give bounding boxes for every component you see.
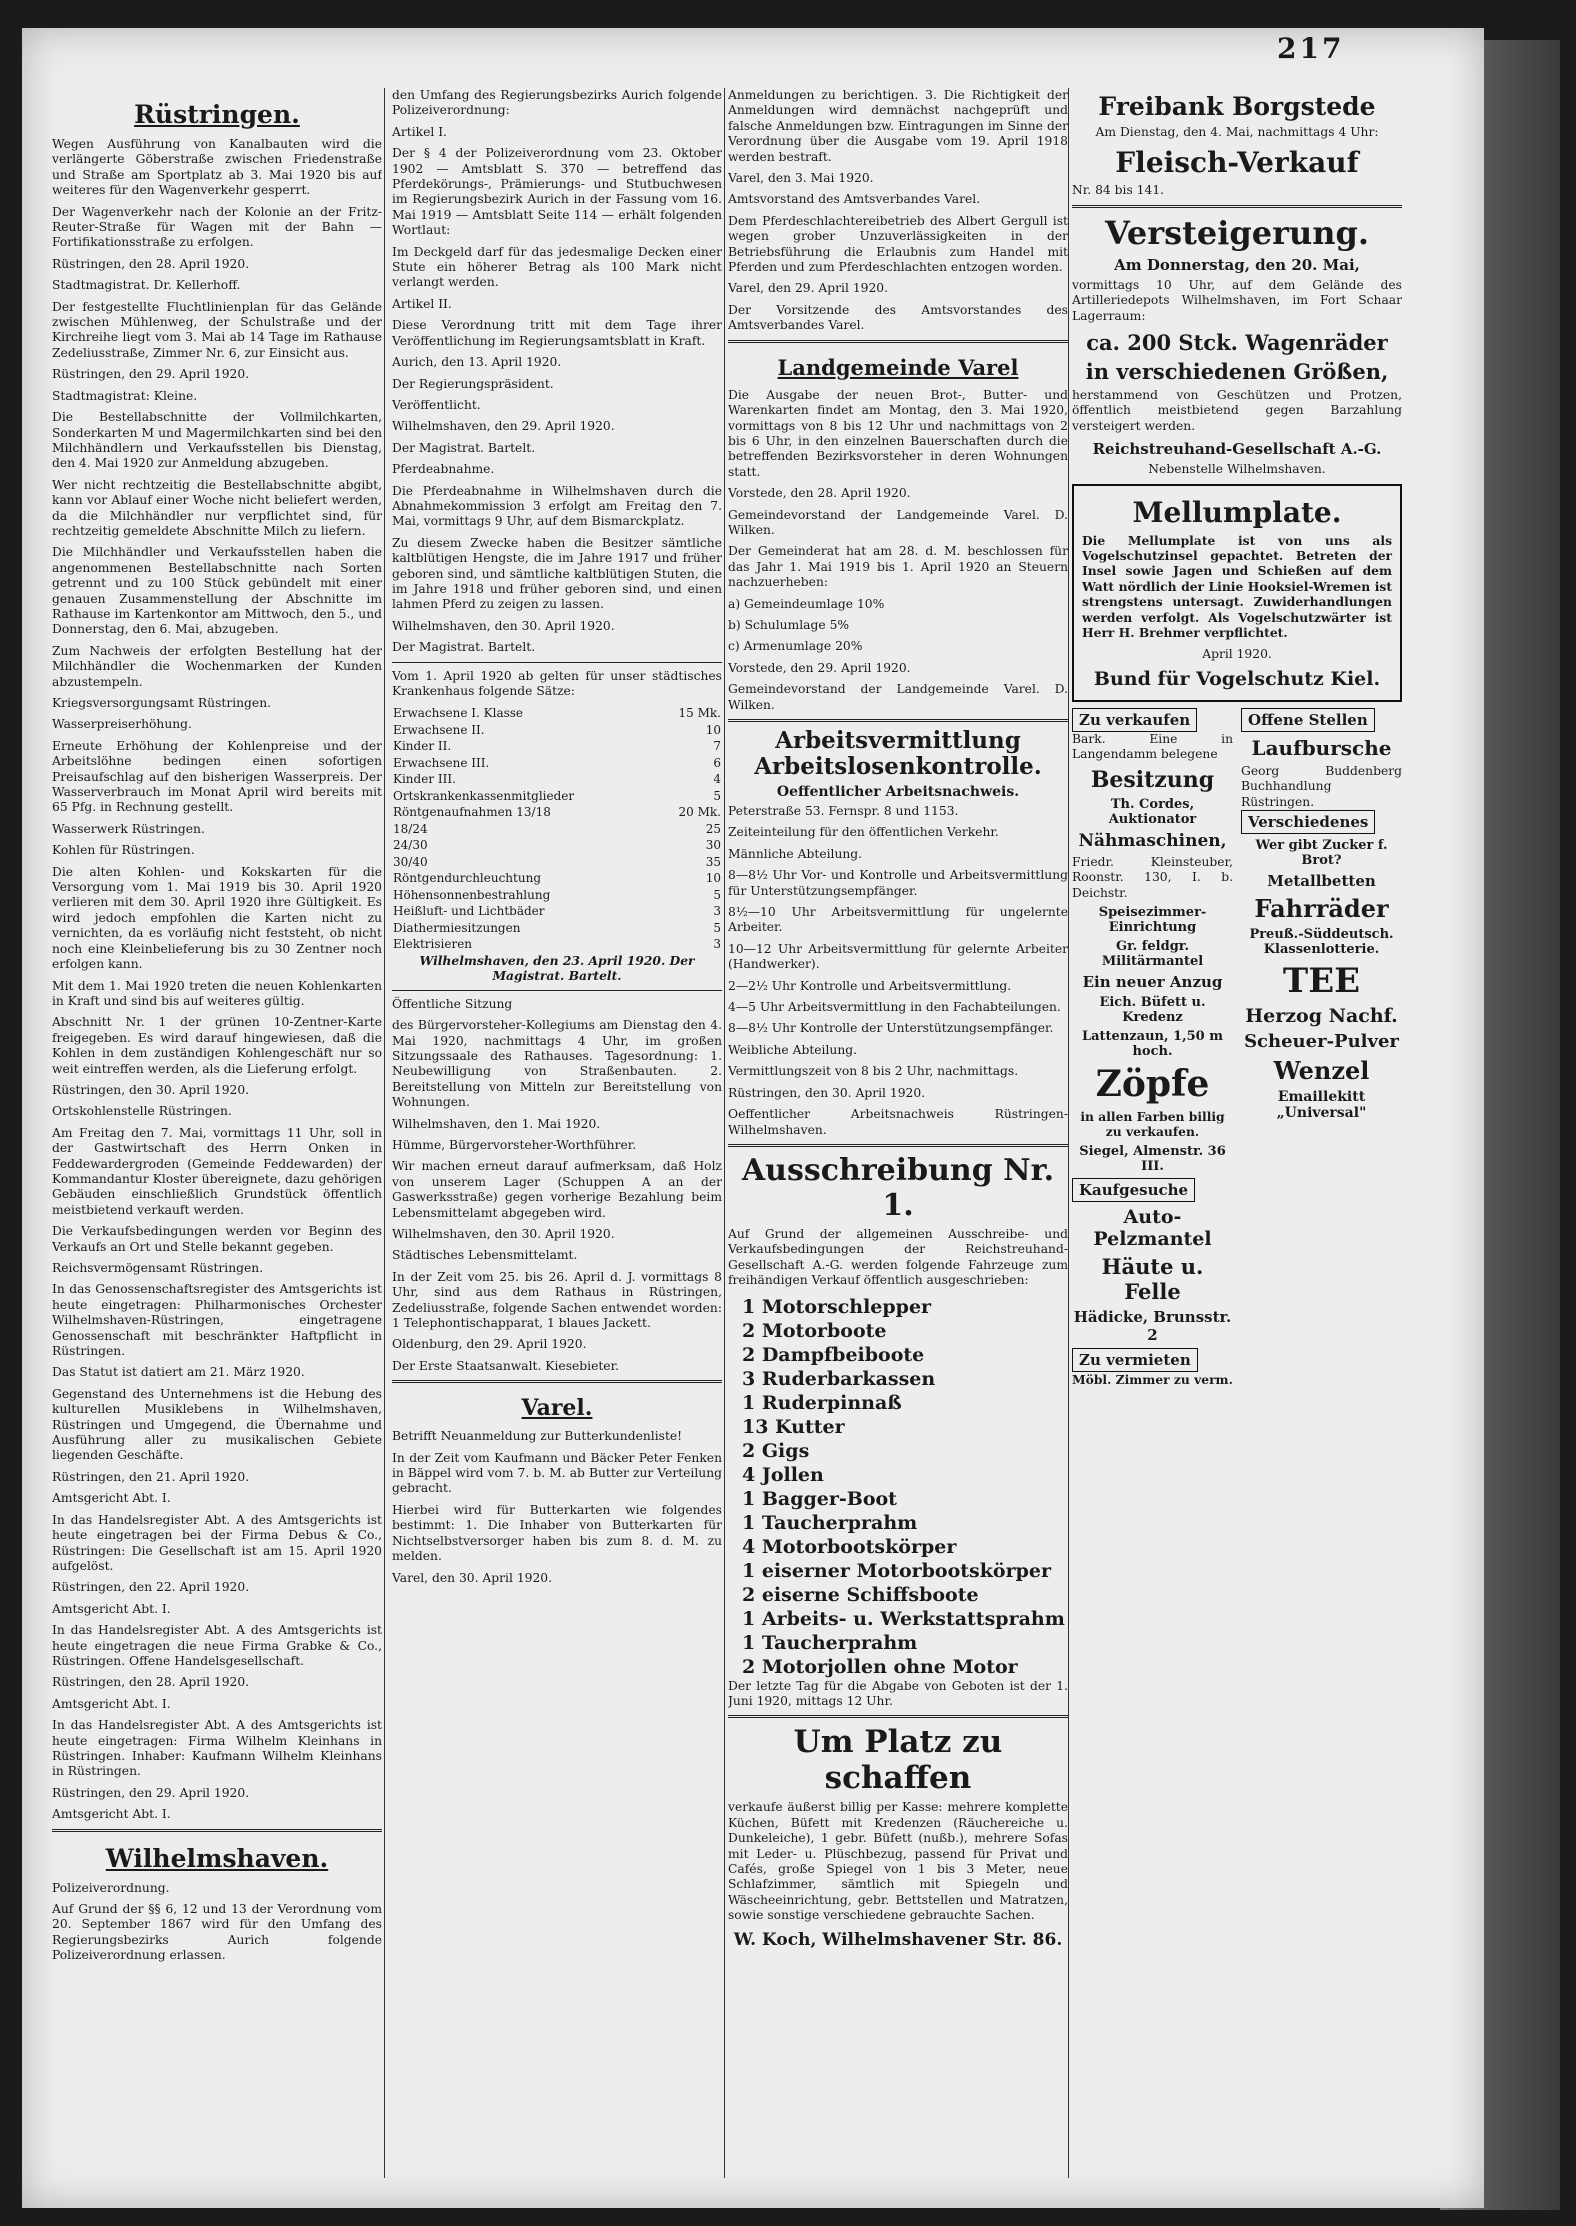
- notice-paragraph: Aurich, den 13. April 1920.: [392, 355, 562, 370]
- notice-paragraph: Wilhelmshaven, den 30. April 1920.: [392, 1227, 615, 1241]
- notice-paragraph: Rüstringen, den 30. April 1920.: [728, 1085, 926, 1100]
- ausschreibung-intro: Auf Grund der allgemeinen Ausschreibe- und Verkaufsbedingungen der Reichstreuhand-Gesellschaft A.-G. werden folgende Fahrzeuge zum freihändigen Verkauf öffentlich ausgeschrieben:: [728, 1226, 1068, 1288]
- notice-paragraph: Vorstede, den 28. April 1920.: [728, 486, 911, 501]
- notice-paragraph: Gegenstand des Unternehmens ist die Hebung des kulturellen Musiklebens in Wilhelmshaven, Rüstringen und Umgegend, die Übernahme und Ausführung aller zu musikalischen Gebiete liegenden Geschäfte.: [52, 1386, 382, 1463]
- zoepfe-heading: Zöpfe: [1095, 1062, 1210, 1105]
- notice-paragraph: Wilhelmshaven, den 29. April 1920.: [392, 419, 615, 434]
- tariff-price: 30: [705, 838, 721, 853]
- heading-ausschreibung: Ausschreibung Nr. 1.: [741, 1152, 1055, 1223]
- notice-paragraph: Gemeindevorstand der Landgemeinde Varel. D. Wilken.: [728, 507, 1068, 537]
- mellumplate-signature: Bund für Vogelschutz Kiel.: [1093, 667, 1381, 690]
- notice-paragraph: Amtsvorstand des Amtsverbandes Varel.: [728, 192, 981, 207]
- ausschreibung-item: 2 Gigs: [742, 1439, 810, 1462]
- notice-paragraph: Wegen Ausführung von Kanalbauten wird die verlängerte Göberstraße zwischen Friedenstraße und Straße am Sportplatz ab 3. Mai 1920 bis auf weiteres für den Wagenverkehr gesperrt.: [52, 137, 382, 198]
- freibank-numbers: Nr. 84 bis 141.: [1072, 183, 1165, 198]
- notice-paragraph: 4—5 Uhr Arbeitsvermittlung in den Fachabteilungen.: [728, 1000, 1061, 1015]
- notice-paragraph: Öffentliche Sitzung: [392, 996, 513, 1011]
- besitzung-text: Bark. Eine in Langendamm belegene: [1072, 731, 1233, 762]
- tariff-item: 30/40: [393, 854, 428, 869]
- notice-paragraph: Der Regierungspräsident.: [392, 376, 554, 391]
- tariff-item: Erwachsene II.: [393, 722, 485, 737]
- ausschreibung-item: 2 Motorboote: [742, 1319, 887, 1342]
- haeute-heading: Häute u. Felle: [1101, 1253, 1204, 1304]
- varel-notices: [392, 1429, 722, 1586]
- ausschreibung-item: 1 Arbeits- u. Werkstattsprahm: [742, 1607, 1065, 1630]
- tariff-item: 18/24: [393, 821, 428, 836]
- notice-paragraph: Die Bestellabschnitte der Vollmilchkarten, Sonderkarten M und Magermilchkarten sind bei den Milchhändlern und Verkaufsstellen bis Dienstag, den 4. Mai 1920 zur Anmeldung abzugeben.: [52, 410, 382, 471]
- notice-paragraph: Ortskohlenstelle Rüstringen.: [52, 1104, 232, 1119]
- zu-verkaufen-label: Zu verkaufen: [1072, 708, 1197, 732]
- platz-signature: W. Koch, Wilhelmshavener Str. 86.: [733, 1929, 1063, 1950]
- notice-paragraph: Anmeldungen zu berichtigen. 3. Die Richtigkeit der Anmeldungen wird demnächst nachgeprüft und falsche Anmeldungen bzw. Eintragungen im Sinne der Verordnung über die Ausgabe vom 19. April 1918 werden bestraft.: [728, 88, 1068, 164]
- kleinsteuber-address: Friedr. Kleinsteuber, Roonstr. 130, I. b. Deichstr.: [1072, 854, 1233, 900]
- versteigerung-signature: Reichstreuhand-Gesellschaft A.-G.: [1092, 440, 1382, 459]
- fahrraeder-heading: Fahrräder: [1254, 894, 1389, 924]
- tariff-item: Ortskrankenkassenmitglieder: [393, 788, 575, 803]
- notice-paragraph: Männliche Abteilung.: [728, 846, 863, 861]
- tariff-item: Höhensonnenbestrahlung: [393, 887, 551, 902]
- notice-paragraph: Artikel I.: [392, 124, 447, 139]
- versteigerung-date: Am Donnerstag, den 20. Mai,: [1114, 255, 1360, 274]
- freibank-title: Freibank Borgstede: [1098, 92, 1376, 121]
- tariff-item: Erwachsene III.: [393, 755, 490, 770]
- freibank-fleisch-verkauf: Fleisch-Verkauf: [1115, 146, 1359, 180]
- tariff-row: [392, 887, 722, 904]
- herzog-heading: Herzog Nachf.: [1245, 1005, 1398, 1028]
- ausschreibung-item: 1 Bagger-Boot: [742, 1487, 897, 1510]
- notice-paragraph: b) Schulumlage 5%: [728, 617, 850, 632]
- tariff-row: [392, 722, 722, 739]
- tariff-item: Diathermiesitzungen: [393, 920, 521, 935]
- tariff-price: 7: [713, 739, 721, 754]
- notice-paragraph: Rüstringen, den 29. April 1920.: [52, 1785, 250, 1800]
- versteigerung-groessen: in verschiedenen Größen,: [1085, 359, 1389, 385]
- notice-paragraph: Stadtmagistrat. Dr. Kellerhoff.: [52, 278, 241, 293]
- neuer-anzug-heading: Ein neuer Anzug: [1082, 972, 1223, 991]
- versteigerung-text2: herstammend von Geschützen und Protzen, öffentlich meistbietend gegen Barzahlung versteigert werden.: [1072, 388, 1402, 433]
- tariff-price: 15 Mk.: [678, 706, 721, 721]
- tariff-item: Kinder II.: [393, 739, 452, 754]
- notice-paragraph: Der Erste Staatsanwalt. Kiesebieter.: [392, 1358, 620, 1373]
- notice-paragraph: Polizeiverordnung.: [52, 1880, 170, 1895]
- besitzung-heading: Besitzung: [1090, 766, 1215, 793]
- scheuerpulver-heading: Scheuer-Pulver: [1244, 1031, 1399, 1053]
- ausschreibung-item: 1 Motorschlepper: [742, 1295, 932, 1318]
- notice-paragraph: In das Genossenschaftsregister des Amtsgerichts ist heute eingetragen: Philharmonisches Orchester Wilhelmshaven-Rüstringen, eingetragene Genossenschaft mit beschränkter Haftpflicht in Rüstringen.: [52, 1282, 382, 1359]
- mellumplate-box: [1072, 484, 1402, 702]
- offene-stellen-label: Offene Stellen: [1241, 708, 1375, 732]
- ausschreibung-items: [728, 1295, 1068, 1679]
- notice-paragraph: Varel, den 29. April 1920.: [728, 281, 889, 296]
- auto-pelzmantel-heading: Auto-Pelzmantel: [1093, 1205, 1212, 1250]
- notice-paragraph: Oldenburg, den 29. April 1920.: [392, 1337, 587, 1352]
- notice-paragraph: Stadtmagistrat: Kleine.: [52, 388, 198, 403]
- notice-paragraph: Der Vorsitzende des Amtsvorstandes des Amtsverbandes Varel.: [728, 302, 1068, 333]
- wilhelmshaven-notices: [52, 1881, 382, 1964]
- ruestringen-notices: [52, 137, 382, 1823]
- notice-paragraph: Zum Nachweis der erfolgten Bestellung hat der Milchhändler die Wochenmarken der Kunden abzustempeln.: [52, 643, 382, 689]
- notice-paragraph: In das Handelsregister Abt. A des Amtsgerichts ist heute eingetragen bei der Firma Debus & Co., Rüstringen: Die Gesellschaft ist am 15. April 1920 aufgelöst.: [52, 1512, 382, 1573]
- heading-varel: Varel.: [521, 1395, 593, 1422]
- notice-paragraph: Betrifft Neuanmeldung zur Butterkundenliste!: [392, 1429, 683, 1444]
- arbeitsnachweis-schedule: [728, 825, 1068, 1138]
- notice-paragraph: Varel, den 30. April 1920.: [392, 1570, 553, 1585]
- notice-paragraph: Hierbei wird für Butterkarten wie folgendes bestimmt: 1. Die Inhaber von Butterkarten für Nichtselbstversorger haben bis zum 8. d. M. zu melden.: [392, 1502, 722, 1564]
- notice-paragraph: Abschnitt Nr. 1 der grünen 10-Zentner-Karte freigegeben. Es wird darauf hingewiesen, daß die Kohlen in dem zuständigen Kohlengeschäft nur so weit eintreffen werden, als die Lieferung erfolgt.: [52, 1015, 382, 1076]
- notice-paragraph: Amtsgericht Abt. I.: [52, 1491, 171, 1506]
- notice-paragraph: Dem Pferdeschlachtereibetrieb des Albert Gergull ist wegen grober Unzuverlässigkeiten in der Betriebsführung die Erlaubnis zum Handel mit Pferden und zum Pferdeschlachten entzogen worden.: [728, 213, 1068, 275]
- zucker-heading: Wer gibt Zucker f. Brot?: [1255, 838, 1388, 869]
- arbeitsnachweis-subtitle: Oeffentlicher Arbeitsnachweis.: [776, 784, 1020, 800]
- notice-paragraph: Amtsgericht Abt. I.: [52, 1696, 171, 1711]
- notice-paragraph: Die alten Kohlen- und Kokskarten für die Versorgung vom 1. Mai 1919 bis 30. April 1920 verlieren mit dem 30. April 1920 ihre Gültigkeit. Es wird jedoch empfohlen die Karten nicht zu vernichten, da es vorläufig nicht feststeht, ob nicht noch eine Kleinbelieferung bis zu 30 Zentner noch erfolgen kann.: [52, 864, 382, 972]
- notice-paragraph: Der Wagenverkehr nach der Kolonie an der Fritz-Reuter-Straße für Wagen mit der Bahn — Fortifikationsstraße zu erfolgen.: [52, 204, 382, 250]
- lattenzaun-heading: Lattenzaun, 1,50 m hoch.: [1081, 1028, 1223, 1059]
- ausschreibung-item: 13 Kutter: [742, 1415, 845, 1438]
- notice-paragraph: 10—12 Uhr Arbeitsvermittlung für gelernte Arbeiter (Handwerker).: [728, 941, 1068, 972]
- tariff-item: Heißluft- und Lichtbäder: [393, 904, 545, 919]
- notice-paragraph: Gemeindevorstand der Landgemeinde Varel. D. Wilken.: [728, 682, 1068, 712]
- notice-paragraph: Zu diesem Zwecke haben die Besitzer sämtliche kaltblütigen Hengste, die im Jahre 1917 und früher geboren sind, und sämtliche kaltblütigen Stuten, die im Jahre 1918 und früher geboren sind, und einen lahmen Pferd zu zeigen zu lassen.: [392, 535, 722, 612]
- notice-paragraph: Der § 4 der Polizeiverordnung vom 23. Oktober 1902 — Amtsblatt S. 370 — betreffend das Pferdekörungs-, Prämierungs- und Stutbuchwesen im Regierungsbezirk Aurich in der Fassung vom 16. Mai 1919 — Amtsblatt Seite 114 — erhält folgenden Wortlaut:: [392, 146, 722, 238]
- versteigerung-text: vormittags 10 Uhr, auf dem Gelände des Artilleriedepots Wilhelmshaven, im Fort Schaar Lagerraum:: [1072, 277, 1402, 323]
- meeting-notices: [392, 997, 722, 1375]
- tariff-row: [392, 755, 722, 772]
- verschiedenes-label: Verschiedenes: [1241, 810, 1375, 834]
- notice-paragraph: 2—2½ Uhr Kontrolle und Arbeitsvermittlung.: [728, 978, 1012, 993]
- notice-paragraph: Veröffentlicht.: [392, 397, 481, 412]
- tariff-item: Elektrisieren: [393, 937, 473, 952]
- tariff-row: [392, 705, 722, 722]
- cordes-auktionator: Th. Cordes, Auktionator: [1108, 796, 1197, 827]
- notice-paragraph: Mit dem 1. Mai 1920 treten die neuen Kohlenkarten in Kraft und sind bis auf weiteres gültig.: [52, 978, 382, 1008]
- mellumplate-text: Die Mellumplate ist von uns als Vogelschutzinsel gepachtet. Betreten der Insel sowie Jagen und Schießen auf dem Watt nördlich der Linie Hooksiel-Wremen ist strengstens untersagt. Zuwiderhandlungen werden verfolgt. Als Vogelschutzwärter ist Herr H. Brehmer verpflichtet.: [1082, 532, 1392, 641]
- tariff-price: 5: [713, 920, 721, 935]
- notice-paragraph: In das Handelsregister Abt. A des Amtsgerichts ist heute eingetragen die neue Firma Grabke & Co., Rüstringen. Offene Handelsgesellschaft.: [52, 1623, 382, 1668]
- tariff-price: 25: [705, 821, 721, 836]
- notice-paragraph: Auf Grund der §§ 6, 12 und 13 der Verordnung vom 20. September 1867 wird für den Umfang des Regierungsbezirks Aurich folgende Polizeiverordnung erlassen.: [52, 1902, 382, 1963]
- notice-paragraph: Vorstede, den 29. April 1920.: [728, 660, 911, 675]
- notice-paragraph: Städtisches Lebensmittelamt.: [392, 1248, 578, 1263]
- tariff-price: 6: [713, 755, 721, 770]
- notice-paragraph: Der Magistrat. Bartelt.: [392, 640, 536, 655]
- notice-paragraph: Wilhelmshaven, den 30. April 1920.: [392, 618, 615, 633]
- column-1: [52, 88, 382, 2208]
- zimmer-heading: Möbl. Zimmer zu verm.: [1072, 1371, 1233, 1387]
- column-4: [1072, 88, 1402, 2168]
- lotterie-heading: Preuß.-Süddeutsch. Klassenlotterie.: [1249, 927, 1394, 958]
- notice-paragraph: Kohlen für Rüstringen.: [52, 843, 195, 858]
- notice-paragraph: Rüstringen, den 21. April 1920.: [52, 1469, 250, 1484]
- haedicke-address: Hädicke, Brunsstr. 2: [1073, 1307, 1232, 1344]
- notice-paragraph: Hümme, Bürgervorsteher-Worthführer.: [392, 1137, 637, 1152]
- tariff-price: 4: [713, 772, 721, 787]
- notice-paragraph: In der Zeit vom 25. bis 26. April d. J. vormittags 8 Uhr, sind aus dem Rathaus in Rüstringen, Zedeliusstraße, folgende Sachen entwendet worden: 1 Telephontischapparat, 1 blaues Jackett.: [392, 1269, 722, 1331]
- ausschreibung-item: 4 Motorbootskörper: [742, 1535, 957, 1558]
- tariff-table: [392, 705, 722, 953]
- speisezimmer-heading: Speisezimmer-Einrichtung: [1098, 904, 1207, 935]
- tariff-row: [392, 821, 722, 838]
- heading-platz-schaffen: Um Platz zu schaffen: [793, 1724, 1003, 1797]
- laufbursche-signature: Georg Buddenberg Buchhandlung Rüstringen.: [1241, 763, 1402, 809]
- buefett-heading: Eich. Büfett u. Kredenz: [1099, 994, 1206, 1025]
- page-number: 217: [1277, 32, 1345, 65]
- notice-paragraph: Rüstringen, den 30. April 1920.: [52, 1082, 250, 1097]
- zoepfe-sub: in allen Farben billig zu verkaufen.: [1080, 1108, 1225, 1140]
- tariff-row: [392, 870, 722, 887]
- notice-paragraph: Rüstringen, den 29. April 1920.: [52, 367, 250, 382]
- tariff-row: [392, 837, 722, 854]
- versteigerung-title: Versteigerung.: [1104, 213, 1370, 252]
- platz-text: verkaufe äußerst billig per Kasse: mehrere komplette Küchen, Büfett mit Kredenzen (Räuchereiche u. Dunkeleiche), 1 gebr. Büfett (nußb.), mehrere Sofas mit Leder- u. Plüschbezug, passend für Privat und Cafés, große Spiegel von 1 bis 3 Meter, neue Schlafzimmer, sämtlich mit Spiegeln und Wäscheeinrichtung, gebr. Bettstellen und Matratzen, sowie sonstige verschiedene gebrauchte Sachen.: [728, 1800, 1068, 1923]
- tariff-row: [392, 920, 722, 937]
- notice-paragraph: Varel, den 3. Mai 1920.: [728, 171, 874, 186]
- ausschreibung-item: 1 Taucherprahm: [742, 1631, 918, 1654]
- tariff-price: 35: [705, 854, 721, 869]
- notice-paragraph: Pferdeabnahme.: [392, 462, 495, 477]
- notice-paragraph: Wasserpreiserhöhung.: [52, 717, 192, 732]
- notice-paragraph: Rüstringen, den 22. April 1920.: [52, 1580, 250, 1595]
- notice-paragraph: 8—8½ Uhr Vor- und Kontrolle und Arbeitsvermittlung für Unterstützungsempfänger.: [728, 868, 1068, 898]
- notice-paragraph: Wasserwerk Rüstringen.: [52, 821, 205, 836]
- ausschreibung-item: 2 Dampfbeiboote: [742, 1343, 925, 1366]
- notice-paragraph: Vermittlungszeit von 8 bis 2 Uhr, nachmittags.: [728, 1064, 1019, 1079]
- notice-paragraph: den Umfang des Regierungsbezirks Aurich folgende Polizeiverordnung:: [392, 88, 722, 118]
- ausschreibung-item: 2 Motorjollen ohne Motor: [742, 1655, 1018, 1678]
- column-3: [728, 88, 1068, 2168]
- column-2: [392, 88, 722, 2178]
- tariff-price: 5: [713, 887, 721, 902]
- ausschreibung-item: 1 Taucherprahm: [742, 1511, 918, 1534]
- notice-paragraph: Rüstringen, den 28. April 1920.: [52, 256, 250, 271]
- notice-paragraph: des Bürgervorsteher-Kollegiums am Dienstag den 4. Mai 1920, nachmittags 4 Uhr, im großen Sitzungssaale des Rathauses. Tagesordnung: 1. Neubewilligung von Straßenbauten. 2. Bereitstellung von Mitteln zur Bereitstellung von Wohnungen.: [392, 1018, 722, 1110]
- tee-heading: TEE: [1282, 961, 1361, 1002]
- notice-paragraph: In der Zeit vom Kaufmann und Bäcker Peter Fenken in Bäppel wird vom 7. b. M. ab Butter zur Verteilung gebracht.: [392, 1450, 722, 1496]
- mellumplate-title: Mellumplate.: [1132, 495, 1342, 529]
- heading-landgemeinde: Landgemeinde Varel: [777, 354, 1019, 380]
- versteigerung-signature-sub: Nebenstelle Wilhelmshaven.: [1148, 462, 1326, 477]
- tariff-item: Erwachsene I. Klasse: [393, 706, 524, 721]
- notice-paragraph: Diese Verordnung tritt mit dem Tage ihrer Veröffentlichung im Regierungsamtsblatt in Kraft.: [392, 318, 722, 348]
- notice-paragraph: Die Pferdeabnahme in Wilhelmshaven durch die Abnahmekommission 3 erfolgt am Freitag den 7. Mai, vormittags 9 Uhr, auf dem Bismarckplatz.: [392, 483, 722, 529]
- laufbursche-heading: Laufbursche: [1251, 735, 1392, 760]
- amtsverband-notices: [728, 88, 1068, 334]
- notice-paragraph: Die Milchhändler und Verkaufsstellen haben die angenommenen Bestellabschnitte nach Sorten getrennt und zu 100 Stück gebündelt mit einer genauen Zusammenstellung der Abschnitte im Rathause im Kartenkontor am Mittwoch, den 5., und Donnerstag, den 6. Mai, abzugeben.: [52, 545, 382, 637]
- tariff-item: Kinder III.: [393, 772, 456, 787]
- siegel-address: Siegel, Almenstr. 36 III.: [1079, 1143, 1226, 1174]
- landgemeinde-notices: [728, 388, 1068, 713]
- notice-paragraph: Der festgestellte Fluchtlinienplan für das Gelände zwischen Mühlenweg, der Schulstraße und der Kirchreihe liegt vom 3. Mai ab 14 Tage im Rathause Zedeliusstraße, Zimmer Nr. 6, zur Einsicht aus.: [52, 299, 382, 360]
- wenzel-heading: Wenzel: [1273, 1056, 1370, 1086]
- ausschreibung-item: 3 Ruderbarkassen: [742, 1367, 936, 1390]
- tariff-row: [392, 788, 722, 805]
- tariff-row: [392, 804, 722, 821]
- tariff-price: 3: [713, 937, 721, 952]
- heading-arbeitsvermittlung: Arbeitsvermittlung Arbeitslosenkontrolle.: [754, 727, 1042, 780]
- regulation-notices: [392, 88, 722, 656]
- tariff-item: Röntgenaufnahmen 13/18: [393, 805, 551, 820]
- tariff-intro: Vom 1. April 1920 ab gelten für unser städtisches Krankenhaus folgende Sätze:: [392, 668, 722, 698]
- notice-paragraph: Im Deckgeld darf für das jedesmalige Decken einer Stute ein höherer Betrag als 100 Mark nicht verlangt werden.: [392, 244, 722, 290]
- notice-paragraph: Kriegsversorgungsamt Rüstringen.: [52, 696, 272, 710]
- mellumplate-date: April 1920.: [1202, 646, 1272, 661]
- notice-paragraph: Die Verkaufsbedingungen werden vor Beginn des Verkaufs an Ort und Stelle bekannt gegeben.: [52, 1224, 382, 1254]
- ausschreibung-item: 1 Ruderpinnaß: [742, 1391, 902, 1414]
- notice-paragraph: Artikel II.: [392, 296, 452, 311]
- tariff-row: [392, 738, 722, 755]
- ausschreibung-item: 2 eiserne Schiffsboote: [742, 1583, 979, 1606]
- notice-paragraph: Der Magistrat. Bartelt.: [392, 440, 536, 455]
- tariff-price: 10: [705, 722, 721, 737]
- notice-paragraph: c) Armenumlage 20%: [728, 639, 863, 654]
- newspaper-page: [22, 28, 1484, 2208]
- tariff-row: [392, 903, 722, 920]
- ausschreibung-outro: Der letzte Tag für die Abgabe von Geboten ist der 1. Juni 1920, mittags 12 Uhr.: [728, 1678, 1068, 1708]
- notice-paragraph: Reichsvermögensamt Rüstringen.: [52, 1261, 264, 1275]
- tariff-row: [392, 854, 722, 871]
- tariff-price: 20 Mk.: [678, 805, 721, 820]
- notice-paragraph: Am Freitag den 7. Mai, vormittags 11 Uhr, soll in der Gastwirtschaft des Herrn Onken in Feddewardergroden (Gemeinde Feddewarden) der Kommandantur Kloster übereignete, dazu gehörigen Gebäuden einschließlich Grundstück öffentlich meistbietend verkauft werden.: [52, 1125, 382, 1217]
- heading-ruestringen: Rüstringen.: [134, 100, 300, 129]
- zu-vermieten-label: Zu vermieten: [1072, 1348, 1198, 1372]
- notice-paragraph: Zeiteinteilung für den öffentlichen Verkehr.: [728, 825, 999, 840]
- notice-paragraph: Wer nicht rechtzeitig die Bestellabschnitte abgibt, kann vor Ablauf einer Woche nicht beliefert werden, da die Milchhändler nur verpflichtet sind, für rechtzeitig gemeldete Abschnitte Milch zu liefern.: [52, 477, 382, 538]
- militaermantel-heading: Gr. feldgr. Militärmantel: [1101, 938, 1204, 969]
- classifieds-row: [1072, 708, 1402, 1387]
- freibank-subtitle: Am Dienstag, den 4. Mai, nachmittags 4 Uhr:: [1095, 125, 1379, 139]
- metallbetten-heading: Metallbetten: [1267, 872, 1376, 891]
- tariff-signature: Wilhelmshaven, den 23. April 1920. Der Magistrat. Bartelt.: [419, 952, 695, 984]
- notice-paragraph: Die Ausgabe der neuen Brot-, Butter- und Warenkarten findet am Montag, den 3. Mai 1920, vormittags von 8 bis 12 Uhr und nachmittags von 2 bis 6 Uhr, in den einzelnen Bauerschaften durch die betreffenden Bezirksvorsteher in deren Wohnungen statt.: [728, 387, 1068, 479]
- versteigerung-wagenraeder: ca. 200 Stck. Wagenräder: [1086, 330, 1388, 356]
- notice-paragraph: Rüstringen, den 28. April 1920.: [52, 1675, 250, 1690]
- heading-wilhelmshaven: Wilhelmshaven.: [105, 1843, 329, 1873]
- emaillekitt-heading: Emaillekitt „Universal": [1276, 1089, 1367, 1122]
- tariff-price: 3: [713, 904, 721, 919]
- notice-paragraph: 8½—10 Uhr Arbeitsvermittlung für ungelernte Arbeiter.: [728, 905, 1068, 935]
- tariff-price: 10: [705, 871, 721, 886]
- tariff-row: [392, 936, 722, 953]
- notice-paragraph: Der Gemeinderat hat am 28. d. M. beschlossen für das Jahr 1. Mai 1919 bis 1. April 1920 an Steuern nachzuerheben:: [728, 544, 1068, 590]
- notice-paragraph: Wilhelmshaven, den 1. Mai 1920.: [392, 1116, 601, 1131]
- notice-paragraph: Amtsgericht Abt. I.: [52, 1601, 171, 1616]
- ausschreibung-item: 4 Jollen: [742, 1463, 824, 1486]
- notice-paragraph: 8—8½ Uhr Kontrolle der Unterstützungsempfänger.: [728, 1021, 1054, 1036]
- notice-paragraph: Wir machen erneut darauf aufmerksam, daß Holz von unserem Lager (Schuppen A an der Gaswerksstraße) gegen vorherige Bezahlung beim Lebensmittelamt abgegeben wird.: [392, 1159, 722, 1220]
- tariff-item: Röntgendurchleuchtung: [393, 871, 541, 886]
- notice-paragraph: Erneute Erhöhung der Kohlenpreise und der Arbeitslöhne bedingen einen sofortigen Preisaufschlag auf den bisherigen Wasserpreis. Der Wasserverbrauch im Monat April wird bereits mit 65 Pfg. in Rechnung gestellt.: [52, 738, 382, 815]
- notice-paragraph: Amtsgericht Abt. I.: [52, 1807, 171, 1822]
- notice-paragraph: Das Statut ist datiert am 21. März 1920.: [52, 1365, 305, 1380]
- ausschreibung-item: 1 eiserner Motorbootskörper: [742, 1559, 1051, 1582]
- notice-paragraph: Weibliche Abteilung.: [728, 1042, 858, 1057]
- notice-paragraph: Oeffentlicher Arbeitsnachweis Rüstringen-Wilhelmshaven.: [728, 1107, 1068, 1137]
- notice-paragraph: In das Handelsregister Abt. A des Amtsgerichts ist heute eingetragen: Firma Wilhelm Kleinhans in Rüstringen. Inhaber: Kaufmann Wilhelm Kleinhans in Rüstringen.: [52, 1718, 382, 1779]
- tariff-row: [392, 771, 722, 788]
- kaufgesuche-label: Kaufgesuche: [1072, 1178, 1195, 1202]
- naehmaschinen-heading: Nähmaschinen,: [1078, 830, 1227, 851]
- arbeitsnachweis-address: Peterstraße 53. Fernspr. 8 und 1153.: [728, 804, 959, 818]
- tariff-price: 5: [713, 788, 721, 803]
- notice-paragraph: a) Gemeindeumlage 10%: [728, 596, 885, 611]
- tariff-item: 24/30: [393, 838, 428, 853]
